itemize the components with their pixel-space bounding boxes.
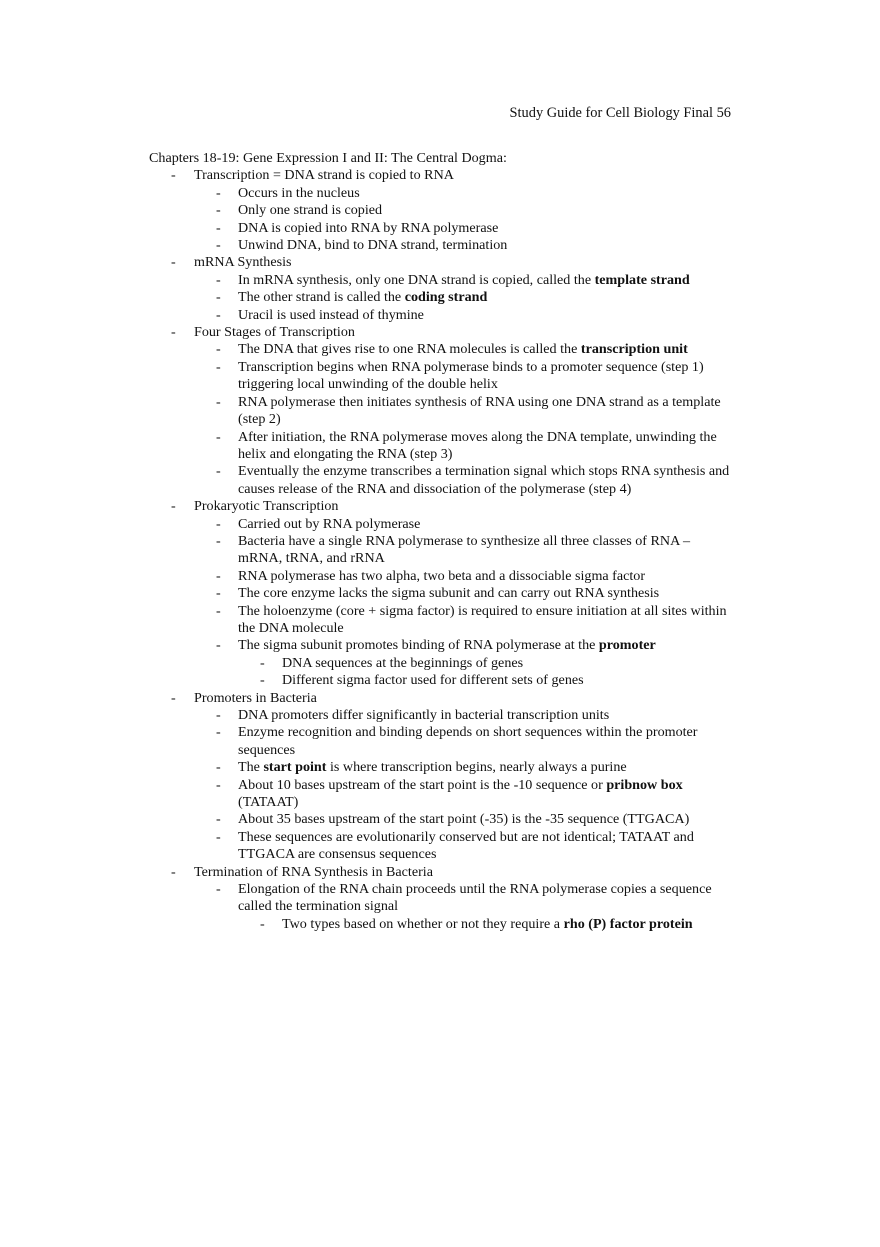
topic-heading: Transcription = DNA strand is copied to RNA: [194, 167, 454, 184]
list-item: - The start point is where transcription begins, nearly always a purine: [194, 759, 734, 776]
topic-four-stages: [149, 324, 734, 498]
point-list: [194, 516, 734, 690]
topic-mrna-synthesis: [149, 254, 734, 324]
list-item: - RNA polymerase then initiates synthesis of RNA using one DNA strand as a template (step 2): [194, 394, 734, 429]
point-list: [194, 707, 734, 864]
topic-transcription: [149, 167, 734, 254]
key-term: transcription unit: [580, 341, 688, 358]
key-term: coding strand: [404, 289, 488, 306]
page-header: Study Guide for Cell Biology Final 56: [509, 105, 731, 121]
study-guide-body: [149, 150, 734, 933]
topic-heading: Promoters in Bacteria: [194, 689, 317, 706]
list-item: - The holoenzyme (core + sigma factor) is required to ensure initiation at all sites within the DNA molecule: [194, 603, 734, 638]
list-item: - These sequences are evolutionarily conserved but are not identical; TATAAT and TTGACA are consensus sequences: [194, 829, 734, 864]
list-item: - Carried out by RNA polymerase: [194, 516, 734, 533]
list-item: - Occurs in the nucleus: [194, 185, 734, 202]
key-term: promoter: [598, 637, 656, 654]
list-item: - DNA is copied into RNA by RNA polymerase: [194, 220, 734, 237]
list-item: - About 10 bases upstream of the start point is the -10 sequence or pribnow box (TATAAT): [194, 777, 734, 812]
list-item: - The DNA that gives rise to one RNA molecules is called the transcription unit: [194, 341, 734, 358]
list-item: - Different sigma factor used for different sets of genes: [238, 672, 734, 689]
topic-heading: Four Stages of Transcription: [194, 324, 355, 341]
list-item: - DNA promoters differ significantly in bacterial transcription units: [194, 707, 734, 724]
list-item: - Eventually the enzyme transcribes a termination signal which stops RNA synthesis and causes release of the RNA and dissociation of the polymerase (step 4): [194, 463, 734, 498]
list-item: - The core enzyme lacks the sigma subunit and can carry out RNA synthesis: [194, 585, 734, 602]
list-item: - Bacteria have a single RNA polymerase to synthesize all three classes of RNA – mRNA, tRNA, and rRNA: [194, 533, 734, 568]
point-list: [194, 881, 734, 933]
topic-heading: Prokaryotic Transcription: [194, 498, 339, 515]
list-item: - About 35 bases upstream of the start point (-35) is the -35 sequence (TTGACA): [194, 811, 734, 828]
list-item: - Only one strand is copied: [194, 202, 734, 219]
list-item: - The other strand is called the coding strand: [194, 289, 734, 306]
topic-list: [149, 167, 734, 933]
sub-point-list: [238, 655, 734, 690]
topic-termination: [149, 864, 734, 934]
list-item: - Transcription begins when RNA polymerase binds to a promoter sequence (step 1) triggering local unwinding of the double helix: [194, 359, 734, 394]
topic-promoters-in-bacteria: [149, 690, 734, 864]
topic-heading: mRNA Synthesis: [194, 254, 292, 271]
list-item: - After initiation, the RNA polymerase moves along the DNA template, unwinding the helix and elongating the RNA (step 3): [194, 429, 734, 464]
key-term: start point: [263, 759, 327, 776]
list-item: - Uracil is used instead of thymine: [194, 307, 734, 324]
chapter-title: Chapters 18-19: Gene Expression I and II: The Central Dogma:: [149, 150, 507, 166]
point-list: [194, 185, 734, 255]
list-item: - RNA polymerase has two alpha, two beta and a dissociable sigma factor: [194, 568, 734, 585]
list-item: - The sigma subunit promotes binding of RNA polymerase at the promoter - DNA sequences at the beginnings of genes - Different sigma factor used for different sets of genes: [194, 637, 734, 689]
point-list: [194, 272, 734, 324]
topic-heading: Termination of RNA Synthesis in Bacteria: [194, 863, 433, 880]
key-term: rho (P) factor protein: [563, 915, 693, 932]
list-item: - In mRNA synthesis, only one DNA strand is copied, called the template strand: [194, 272, 734, 289]
key-term: template strand: [594, 271, 690, 288]
list-item: - Two types based on whether or not they require a rho (P) factor protein: [238, 916, 734, 933]
list-item: - Enzyme recognition and binding depends on short sequences within the promoter sequences: [194, 724, 734, 759]
list-item: - DNA sequences at the beginnings of genes: [238, 655, 734, 672]
list-item: - Unwind DNA, bind to DNA strand, termination: [194, 237, 734, 254]
list-item: - Elongation of the RNA chain proceeds until the RNA polymerase copies a sequence called the termination signal - Two types based on whether or not they require a rho (P) factor protein: [194, 881, 734, 933]
sub-point-list: [238, 916, 734, 933]
key-term: pribnow box: [606, 776, 683, 793]
topic-prokaryotic-transcription: [149, 498, 734, 689]
point-list: [194, 341, 734, 498]
